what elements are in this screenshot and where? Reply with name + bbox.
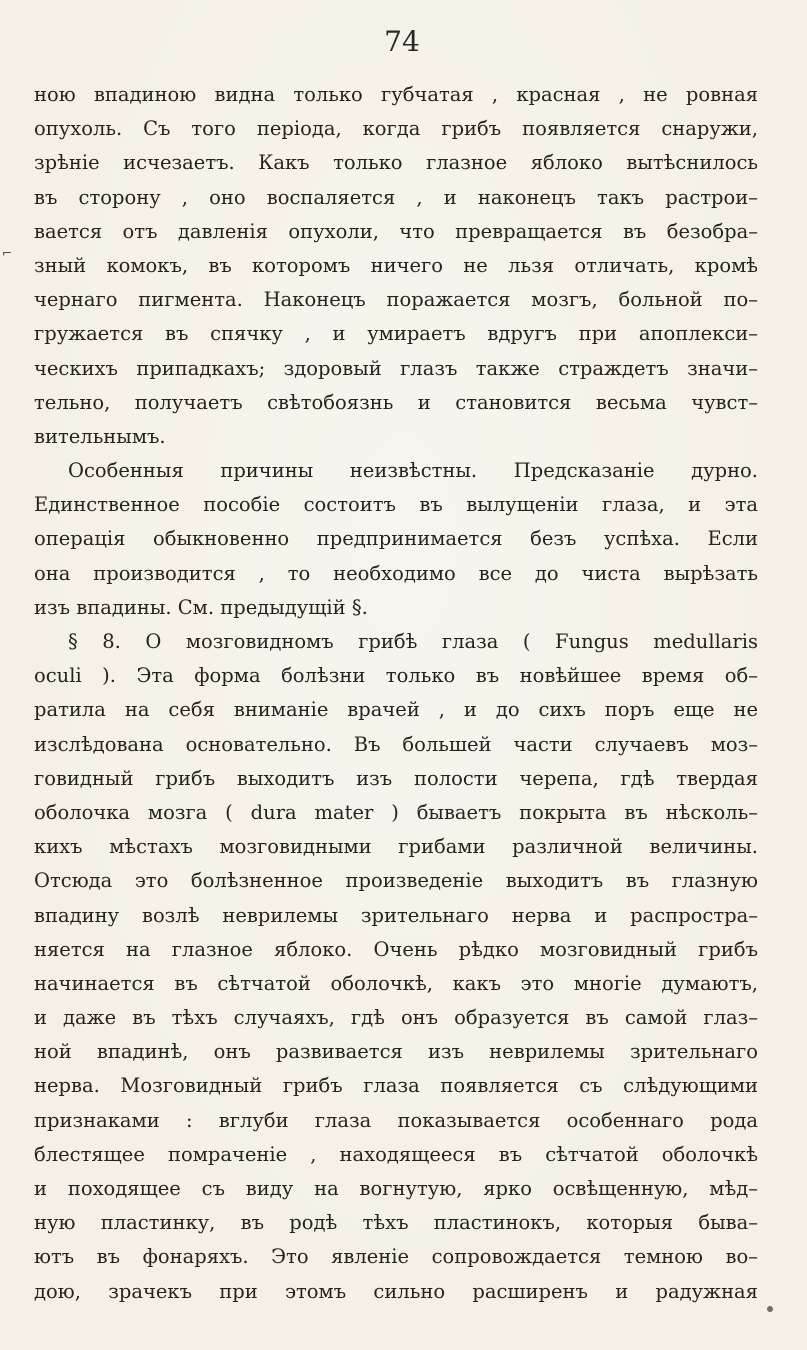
text-line: ною впадиною видна только губчатая , красная , не ровная xyxy=(34,83,758,106)
text-line: зрѣніе исчезаетъ. Какъ только глазное яблоко вытѣснилось xyxy=(34,151,758,175)
page-number: 74 xyxy=(384,25,420,58)
text-line: oculi ). Эта форма болѣзни только въ новѣйшее время об– xyxy=(34,664,758,688)
text-line: нерва. Мозговидный грибъ глаза появляется съ слѣдующими xyxy=(34,1074,758,1098)
text-line: блестящее помраченіе , находящееся въ сѣтчатой оболочкѣ xyxy=(34,1142,758,1166)
text-line: няется на глазное яблоко. Очень рѣдко мозговидный грибъ xyxy=(34,937,758,961)
text-line: ютъ въ фонаряхъ. Это явленіе сопровождается темною во– xyxy=(34,1245,758,1269)
text-line: изъ впадины. См. предыдущій §. xyxy=(34,595,368,619)
text-line: она производится , то необходимо все до чиста вырѣзать xyxy=(34,561,758,585)
text-line: тельно, получаетъ свѣтобоязнь и становится весьма чувст– xyxy=(34,390,758,414)
text-line: начинается въ сѣтчатой оболочкѣ, какъ это многіе думаютъ, xyxy=(34,971,758,995)
text-line: впадину возлѣ неврилемы зрительнаго нерва и распростра– xyxy=(34,903,758,927)
text-line: ную пластинку, въ родѣ тѣхъ пластинокъ, которыя быва– xyxy=(34,1211,758,1235)
text-line: говидный грибъ выходитъ изъ полости черепа, гдѣ твердая xyxy=(34,766,758,790)
section-heading-line: § 8. О мозговидномъ грибѣ глаза ( Fungus medullaris xyxy=(68,630,758,653)
text-line: Отсюда это болѣзненное произведеніе выходитъ въ глазную xyxy=(34,869,758,893)
text-line: гружается въ спячку , и умираетъ вдругъ при апоплекси– xyxy=(34,322,758,346)
text-line: зный комокъ, въ которомъ ничего не льзя отличать, кромѣ xyxy=(34,253,758,277)
text-line: опухоль. Съ того періода, когда грибъ появляется снаружи, xyxy=(34,117,758,141)
margin-mark: ⌐ xyxy=(2,246,13,260)
text-line: оболочка мозга ( dura mater ) бываетъ покрыта въ нѣсколь– xyxy=(34,800,758,824)
text-line: кихъ мѣстахъ мозговидными грибами различной величины. xyxy=(34,835,758,859)
text-line: Единственное пособіе состоитъ въ вылущеніи глаза, и эта xyxy=(34,493,758,517)
text-line: признаками : вглуби глаза показывается особеннаго рода xyxy=(34,1108,758,1132)
text-line: Особенныя причины неизвѣстны. Предсказаніе дурно. xyxy=(68,459,758,483)
text-line: изслѣдована основательно. Въ большей части случаевъ моз– xyxy=(34,732,758,756)
text-line: вительнымъ. xyxy=(34,424,166,448)
text-line: дою, зрачекъ при этомъ сильно расширенъ и радужная xyxy=(34,1279,758,1303)
text-line: чернаго пигмента. Наконецъ поражается мозгъ, больной по– xyxy=(34,288,758,312)
paper-speck xyxy=(767,1306,773,1312)
text-line: ной впадинѣ, онъ развивается изъ неврилемы зрительнаго xyxy=(34,1040,758,1064)
text-line: ратила на себя вниманіе врачей , и до сихъ поръ еще не xyxy=(34,698,758,722)
text-line: вается отъ давленія опухоли, что превращается въ безобра– xyxy=(34,219,758,243)
text-line: и даже въ тѣхъ случаяхъ, гдѣ онъ образуется въ самой глаз– xyxy=(34,1006,758,1030)
body-text xyxy=(34,78,758,1309)
text-line: и походящее съ виду на вогнутую, ярко освѣщенную, мѣд– xyxy=(34,1177,758,1200)
text-line: операція обыкновенно предпринимается безъ успѣха. Если xyxy=(34,527,758,551)
text-line: въ сторону , оно воспаляется , и наконецъ такъ растрои– xyxy=(34,185,758,209)
text-line: ческихъ припадкахъ; здоровый глазъ также страждетъ значи– xyxy=(34,356,758,380)
